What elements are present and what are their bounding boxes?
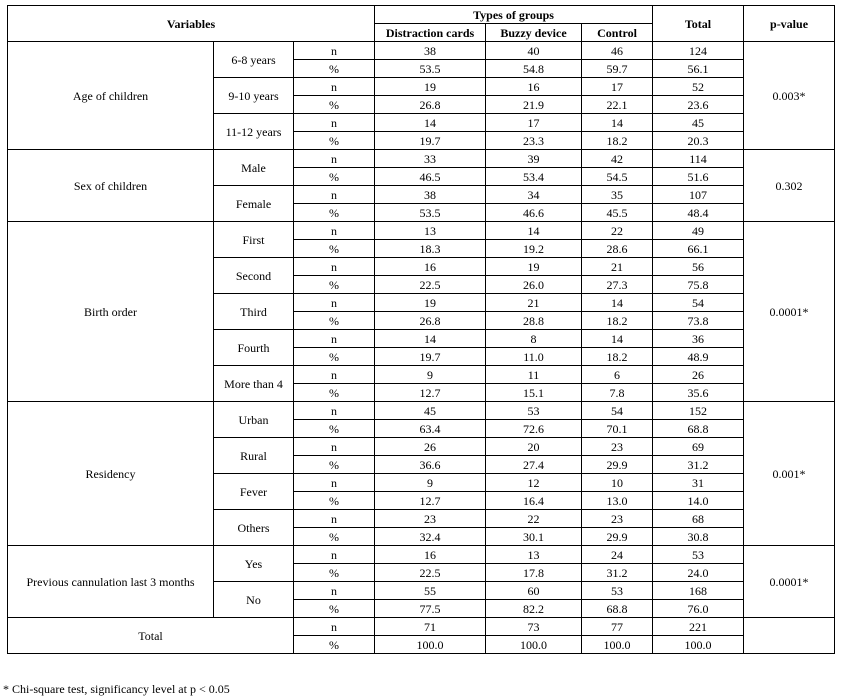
p-value: 0.003* xyxy=(744,42,835,150)
category-label: Fourth xyxy=(214,330,294,366)
control-value: 29.9 xyxy=(582,456,653,474)
percent-label: % xyxy=(294,96,375,114)
total-value: 75.8 xyxy=(653,276,744,294)
p-value: 0.0001* xyxy=(744,222,835,402)
control-value: 23 xyxy=(582,438,653,456)
control-value: 70.1 xyxy=(582,420,653,438)
count-label: n xyxy=(294,402,375,420)
control-value: 10 xyxy=(582,474,653,492)
count-label: n xyxy=(294,510,375,528)
control-value: 13.0 xyxy=(582,492,653,510)
total-value: 31.2 xyxy=(653,456,744,474)
distraction-cards-value: 22.5 xyxy=(375,276,486,294)
total-value: 56.1 xyxy=(653,60,744,78)
buzzy-device-value: 30.1 xyxy=(486,528,582,546)
category-label: More than 4 xyxy=(214,366,294,402)
percent-label: % xyxy=(294,276,375,294)
variable-label: Residency xyxy=(8,402,214,546)
distraction-cards-total: 71 xyxy=(375,618,486,636)
buzzy-device-value: 53 xyxy=(486,402,582,420)
distraction-cards-value: 19 xyxy=(375,294,486,312)
total-value: 14.0 xyxy=(653,492,744,510)
control-value: 14 xyxy=(582,294,653,312)
total-value: 168 xyxy=(653,582,744,600)
variable-label: Birth order xyxy=(8,222,214,402)
category-label: Rural xyxy=(214,438,294,474)
distraction-cards-value: 77.5 xyxy=(375,600,486,618)
category-label: First xyxy=(214,222,294,258)
total-row xyxy=(8,618,835,636)
percent-label: % xyxy=(294,204,375,222)
percent-label: % xyxy=(294,312,375,330)
count-label: n xyxy=(294,114,375,132)
total-value: 49 xyxy=(653,222,744,240)
buzzy-device-value: 22 xyxy=(486,510,582,528)
percent-label: % xyxy=(294,564,375,582)
total-value: 54 xyxy=(653,294,744,312)
buzzy-device-value: 34 xyxy=(486,186,582,204)
control-value: 54.5 xyxy=(582,168,653,186)
table-row xyxy=(8,402,835,420)
buzzy-device-value: 16 xyxy=(486,78,582,96)
buzzy-device-value: 12 xyxy=(486,474,582,492)
buzzy-device-value: 8 xyxy=(486,330,582,348)
count-label: n xyxy=(294,438,375,456)
buzzy-device-value: 14 xyxy=(486,222,582,240)
control-total: 77 xyxy=(582,618,653,636)
total-value: 26 xyxy=(653,366,744,384)
buzzy-device-value: 21.9 xyxy=(486,96,582,114)
variable-label: Age of children xyxy=(8,42,214,150)
total-value: 45 xyxy=(653,114,744,132)
buzzy-device-value: 20 xyxy=(486,438,582,456)
control-value: 68.8 xyxy=(582,600,653,618)
control-value: 6 xyxy=(582,366,653,384)
percent-label: % xyxy=(294,420,375,438)
control-value: 7.8 xyxy=(582,384,653,402)
buzzy-device-value: 17.8 xyxy=(486,564,582,582)
distraction-cards-value: 9 xyxy=(375,366,486,384)
category-label: Others xyxy=(214,510,294,546)
buzzy-device-value: 15.1 xyxy=(486,384,582,402)
table-row xyxy=(8,222,835,240)
category-label: Third xyxy=(214,294,294,330)
percent-label: % xyxy=(294,132,375,150)
count-label: n xyxy=(294,78,375,96)
total-value: 66.1 xyxy=(653,240,744,258)
distraction-cards-value: 9 xyxy=(375,474,486,492)
control-value: 35 xyxy=(582,186,653,204)
distraction-cards-value: 14 xyxy=(375,114,486,132)
buzzy-device-value: 60 xyxy=(486,582,582,600)
buzzy-device-value: 26.0 xyxy=(486,276,582,294)
count-label: n xyxy=(294,222,375,240)
p-value-header: p-value xyxy=(744,6,835,42)
distraction-cards-value: 12.7 xyxy=(375,492,486,510)
distraction-cards-value: 38 xyxy=(375,186,486,204)
group-header-distraction-cards: Distraction cards xyxy=(375,24,486,42)
percent-label: % xyxy=(294,456,375,474)
control-value: 18.2 xyxy=(582,132,653,150)
control-value: 54 xyxy=(582,402,653,420)
control-value: 14 xyxy=(582,114,653,132)
distraction-cards-value: 14 xyxy=(375,330,486,348)
group-header-control: Control xyxy=(582,24,653,42)
total-value: 35.6 xyxy=(653,384,744,402)
control-value: 42 xyxy=(582,150,653,168)
category-label: 6-8 years xyxy=(214,42,294,78)
buzzy-device-value: 39 xyxy=(486,150,582,168)
group-header-buzzy-device: Buzzy device xyxy=(486,24,582,42)
category-label: Second xyxy=(214,258,294,294)
distraction-cards-value: 19.7 xyxy=(375,132,486,150)
total-value: 73.8 xyxy=(653,312,744,330)
buzzy-device-value: 82.2 xyxy=(486,600,582,618)
total-value: 23.6 xyxy=(653,96,744,114)
total-value: 68.8 xyxy=(653,420,744,438)
count-label: n xyxy=(294,186,375,204)
distraction-cards-value: 19 xyxy=(375,78,486,96)
buzzy-device-value: 19.2 xyxy=(486,240,582,258)
count-label: n xyxy=(294,294,375,312)
percent-label: % xyxy=(294,240,375,258)
buzzy-device-value: 54.8 xyxy=(486,60,582,78)
total-value: 52 xyxy=(653,78,744,96)
buzzy-device-value: 40 xyxy=(486,42,582,60)
buzzy-device-value: 16.4 xyxy=(486,492,582,510)
control-value: 22.1 xyxy=(582,96,653,114)
total-value: 20.3 xyxy=(653,132,744,150)
category-label: Yes xyxy=(214,546,294,582)
total-value: 48.9 xyxy=(653,348,744,366)
total-value: 152 xyxy=(653,402,744,420)
total-value: 31 xyxy=(653,474,744,492)
table-row xyxy=(8,150,835,168)
distraction-cards-value: 18.3 xyxy=(375,240,486,258)
variables-header: Variables xyxy=(8,6,375,42)
overall-total: 100.0 xyxy=(653,636,744,654)
percent-label: % xyxy=(294,636,375,654)
distraction-cards-value: 33 xyxy=(375,150,486,168)
table-container xyxy=(7,5,835,654)
distraction-cards-value: 26.8 xyxy=(375,312,486,330)
total-p-value-empty xyxy=(744,618,835,654)
buzzy-device-value: 27.4 xyxy=(486,456,582,474)
percent-label: % xyxy=(294,384,375,402)
p-value: 0.302 xyxy=(744,150,835,222)
count-label: n xyxy=(294,150,375,168)
percent-label: % xyxy=(294,168,375,186)
distraction-cards-value: 45 xyxy=(375,402,486,420)
count-label: n xyxy=(294,330,375,348)
buzzy-device-value: 21 xyxy=(486,294,582,312)
control-value: 53 xyxy=(582,582,653,600)
distraction-cards-value: 32.4 xyxy=(375,528,486,546)
control-value: 29.9 xyxy=(582,528,653,546)
p-value: 0.001* xyxy=(744,402,835,546)
variable-label: Previous cannulation last 3 months xyxy=(8,546,214,618)
control-total: 100.0 xyxy=(582,636,653,654)
category-label: Female xyxy=(214,186,294,222)
distraction-cards-value: 53.5 xyxy=(375,204,486,222)
buzzy-device-value: 23.3 xyxy=(486,132,582,150)
distraction-cards-value: 23 xyxy=(375,510,486,528)
total-value: 68 xyxy=(653,510,744,528)
buzzy-device-value: 11 xyxy=(486,366,582,384)
control-value: 24 xyxy=(582,546,653,564)
buzzy-device-value: 46.6 xyxy=(486,204,582,222)
percent-label: % xyxy=(294,492,375,510)
count-label: n xyxy=(294,474,375,492)
buzzy-device-value: 13 xyxy=(486,546,582,564)
control-value: 18.2 xyxy=(582,312,653,330)
category-label: Male xyxy=(214,150,294,186)
table-body xyxy=(8,42,835,654)
buzzy-device-value: 28.8 xyxy=(486,312,582,330)
control-value: 21 xyxy=(582,258,653,276)
control-value: 28.6 xyxy=(582,240,653,258)
distraction-cards-value: 63.4 xyxy=(375,420,486,438)
count-label: n xyxy=(294,42,375,60)
category-label: 9-10 years xyxy=(214,78,294,114)
control-value: 31.2 xyxy=(582,564,653,582)
distraction-cards-value: 46.5 xyxy=(375,168,486,186)
buzzy-device-total: 100.0 xyxy=(486,636,582,654)
control-value: 14 xyxy=(582,330,653,348)
total-value: 24.0 xyxy=(653,564,744,582)
count-label: n xyxy=(294,582,375,600)
total-value: 124 xyxy=(653,42,744,60)
distraction-cards-value: 38 xyxy=(375,42,486,60)
total-value: 30.8 xyxy=(653,528,744,546)
distraction-cards-value: 26.8 xyxy=(375,96,486,114)
variable-label: Sex of children xyxy=(8,150,214,222)
count-label: n xyxy=(294,366,375,384)
control-value: 23 xyxy=(582,510,653,528)
total-value: 69 xyxy=(653,438,744,456)
control-value: 17 xyxy=(582,78,653,96)
percent-label: % xyxy=(294,348,375,366)
distraction-cards-value: 22.5 xyxy=(375,564,486,582)
buzzy-device-total: 73 xyxy=(486,618,582,636)
control-value: 59.7 xyxy=(582,60,653,78)
distraction-cards-value: 53.5 xyxy=(375,60,486,78)
total-value: 36 xyxy=(653,330,744,348)
distraction-cards-total: 100.0 xyxy=(375,636,486,654)
category-label: 11-12 years xyxy=(214,114,294,150)
overall-total: 221 xyxy=(653,618,744,636)
percent-label: % xyxy=(294,528,375,546)
control-value: 22 xyxy=(582,222,653,240)
control-value: 27.3 xyxy=(582,276,653,294)
table-header xyxy=(8,6,835,42)
count-label: n xyxy=(294,546,375,564)
count-label: n xyxy=(294,258,375,276)
distraction-cards-value: 55 xyxy=(375,582,486,600)
total-value: 56 xyxy=(653,258,744,276)
category-label: Fever xyxy=(214,474,294,510)
buzzy-device-value: 11.0 xyxy=(486,348,582,366)
distraction-cards-value: 16 xyxy=(375,546,486,564)
total-value: 53 xyxy=(653,546,744,564)
buzzy-device-value: 72.6 xyxy=(486,420,582,438)
count-label: n xyxy=(294,618,375,636)
total-header: Total xyxy=(653,6,744,42)
percent-label: % xyxy=(294,600,375,618)
distraction-cards-value: 12.7 xyxy=(375,384,486,402)
distraction-cards-value: 16 xyxy=(375,258,486,276)
table-row xyxy=(8,42,835,60)
footnote: * Chi-square test, significancy level at p < 0.05 xyxy=(3,682,230,696)
buzzy-device-value: 53.4 xyxy=(486,168,582,186)
buzzy-device-value: 19 xyxy=(486,258,582,276)
total-value: 107 xyxy=(653,186,744,204)
total-value: 51.6 xyxy=(653,168,744,186)
distraction-cards-value: 19.7 xyxy=(375,348,486,366)
buzzy-device-value: 17 xyxy=(486,114,582,132)
category-label: Urban xyxy=(214,402,294,438)
total-value: 48.4 xyxy=(653,204,744,222)
control-value: 18.2 xyxy=(582,348,653,366)
percent-label: % xyxy=(294,60,375,78)
distraction-cards-value: 36.6 xyxy=(375,456,486,474)
total-value: 76.0 xyxy=(653,600,744,618)
results-table xyxy=(7,5,835,654)
total-value: 114 xyxy=(653,150,744,168)
distraction-cards-value: 26 xyxy=(375,438,486,456)
control-value: 46 xyxy=(582,42,653,60)
p-value: 0.0001* xyxy=(744,546,835,618)
distraction-cards-value: 13 xyxy=(375,222,486,240)
table-row xyxy=(8,546,835,564)
types-of-groups-header: Types of groups xyxy=(375,6,653,24)
control-value: 45.5 xyxy=(582,204,653,222)
total-row-label: Total xyxy=(8,618,294,654)
category-label: No xyxy=(214,582,294,618)
